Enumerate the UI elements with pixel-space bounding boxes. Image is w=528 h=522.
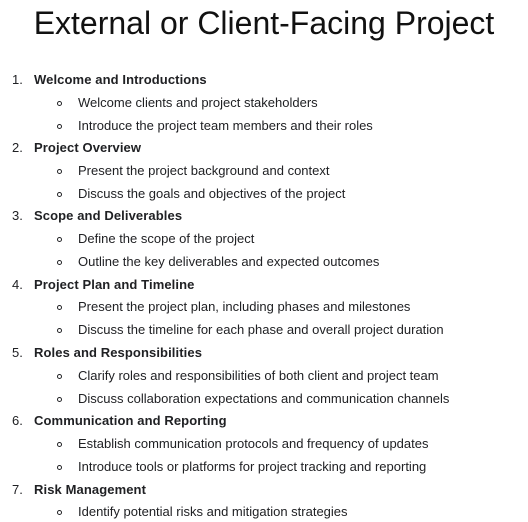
section-number: 5.: [12, 345, 23, 360]
hollow-bullet-icon: [57, 305, 62, 310]
section-heading: [0, 206, 528, 226]
list-item: [0, 502, 528, 522]
section-title: Risk Management: [34, 482, 147, 497]
hollow-bullet-icon: [57, 465, 62, 470]
section-number: 3.: [12, 208, 23, 223]
list-item-text: Outline the key deliverables and expected outcomes: [78, 254, 380, 269]
section-heading: [0, 275, 528, 295]
list-item-text: Welcome clients and project stakeholders: [78, 95, 318, 110]
section-heading: [0, 480, 528, 500]
document-title: External or Client-Facing Project: [33, 5, 495, 41]
section-heading: [0, 138, 528, 158]
section-title: Project Overview: [34, 140, 142, 155]
list-item: [0, 434, 528, 454]
section-number: 7.: [12, 482, 23, 497]
list-item-text: Introduce tools or platforms for project tracking and reporting: [78, 459, 427, 474]
section-number: 1.: [12, 72, 23, 87]
section-number: 2.: [12, 140, 23, 155]
list-item: [0, 184, 528, 204]
list-item: [0, 161, 528, 181]
section-number: 6.: [12, 413, 23, 428]
hollow-bullet-icon: [57, 260, 62, 265]
list-item-text: Present the project background and context: [78, 163, 330, 178]
section-title: Roles and Responsibilities: [34, 345, 203, 360]
list-item: [0, 252, 528, 272]
section-title: Welcome and Introductions: [34, 72, 207, 87]
hollow-bullet-icon: [57, 442, 62, 447]
list-item-text: Establish communication protocols and frequency of updates: [78, 436, 429, 451]
list-item-text: Present the project plan, including phases and milestones: [78, 299, 411, 314]
list-item: [0, 457, 528, 477]
hollow-bullet-icon: [57, 169, 62, 174]
section-number: 4.: [12, 277, 23, 292]
section-heading: [0, 343, 528, 363]
hollow-bullet-icon: [57, 192, 62, 197]
section-heading: [0, 411, 528, 431]
list-item-text: Define the scope of the project: [78, 231, 255, 246]
list-item-text: Discuss the timeline for each phase and overall project duration: [78, 322, 444, 337]
list-item: [0, 93, 528, 113]
list-item-text: Discuss collaboration expectations and communication channels: [78, 391, 450, 406]
hollow-bullet-icon: [57, 237, 62, 242]
list-item: [0, 366, 528, 386]
hollow-bullet-icon: [57, 101, 62, 106]
section-title: Communication and Reporting: [34, 413, 227, 428]
list-item: [0, 116, 528, 136]
list-item-text: Introduce the project team members and their roles: [78, 118, 373, 133]
hollow-bullet-icon: [57, 328, 62, 333]
hollow-bullet-icon: [57, 510, 62, 515]
list-item: [0, 229, 528, 249]
hollow-bullet-icon: [57, 397, 62, 402]
hollow-bullet-icon: [57, 124, 62, 129]
list-item-text: Clarify roles and responsibilities of both client and project team: [78, 368, 439, 383]
section-title: Scope and Deliverables: [34, 208, 183, 223]
list-item: [0, 389, 528, 409]
list-item: [0, 297, 528, 317]
list-item-text: Identify potential risks and mitigation strategies: [78, 504, 348, 519]
section-heading: [0, 70, 528, 90]
section-title: Project Plan and Timeline: [34, 277, 195, 292]
list-item-text: Discuss the goals and objectives of the project: [78, 186, 346, 201]
hollow-bullet-icon: [57, 374, 62, 379]
list-item: [0, 320, 528, 340]
